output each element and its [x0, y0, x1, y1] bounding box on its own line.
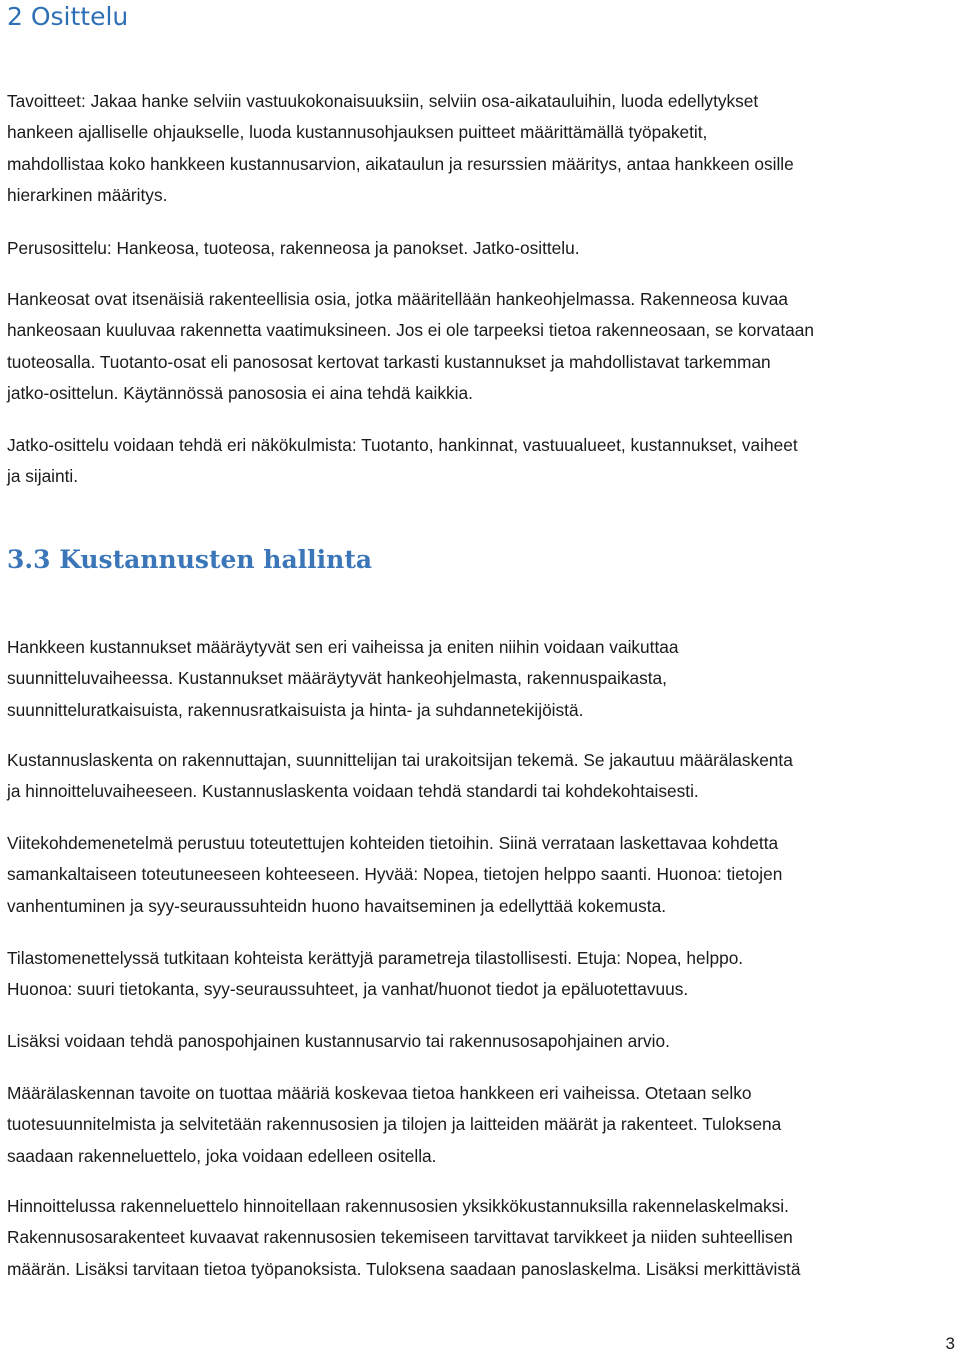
text-line: Tavoitteet: Jakaa hanke selviin vastuukokonaisuuksiin, selviin osa-aikatauluihin, luoda edellytykset: [7, 91, 759, 111]
paragraph-additional-estimates: [7, 1026, 957, 1057]
text-line: Huonoa: suuri tietokanta, syy-seuraussuhteet, ja vanhat/huonot tiedot ja epäluotettavuus.: [7, 979, 689, 1000]
text-line: jatko-osittelun. Käytännössä panososia ei aina tehdä kaikkia.: [7, 383, 473, 404]
text-line: tuotesuunnitelmista ja selvitetään rakennusosien ja tilojen ja laitteiden määrät ja rakenteet. Tuloksena: [7, 1114, 782, 1135]
paragraph-reference-method: [7, 828, 957, 922]
text-line: hankeen ajalliselle ohjaukselle, luoda kustannusohjauksen puitteet määrittämällä työpaketit,: [7, 122, 708, 143]
paragraph-project-parts: [7, 284, 957, 410]
text-line: määrän. Lisäksi tarvitaan tietoa työpanoksista. Tuloksena saadaan panoslaskelma. Lisäksi merkittävistä: [7, 1258, 801, 1279]
text-line: mahdollistaa koko hankkeen kustannusarvion, aikataulun ja resurssien määritys, antaa hankkeen osille: [7, 153, 794, 174]
text-line: samankaltaiseen toteutuneeseen kohteeseen. Hyvää: Nopea, tietojen helppo saanti. Huonoa: tietojen: [7, 864, 783, 885]
text-line: Hinnoittelussa rakenneluettelo hinnoitellaan rakennusosien yksikkökustannuksilla rakennelaskelmaksi.: [7, 1196, 789, 1216]
text-line: Tilastomenettelyssä tutkitaan kohteista kerättyjä parametreja tilastollisesti. Etuja: Nopea, helppo.: [7, 948, 744, 968]
text-line: suunnitteluratkaisuista, rakennusratkaisuista ja hinta- ja suhdannetekijöistä.: [7, 699, 584, 720]
text-line: Kustannuslaskenta on rakennuttajan, suunnittelijan tai urakoitsijan tekemä. Se jakautuu määrälaskenta: [7, 750, 793, 770]
paragraph-pricing: [7, 1191, 957, 1285]
paragraph-cost-calculation: [7, 745, 957, 808]
text-line: ja sijainti.: [7, 466, 79, 487]
text-line: saadaan rakenneluettelo, joka voidaan edelleen ositella.: [7, 1145, 437, 1166]
paragraph-cost-determination: [7, 632, 957, 726]
text-line: Määrälaskennan tavoite on tuottaa määriä koskevaa tietoa hankkeen eri vaiheissa. Otetaan selko: [7, 1083, 752, 1103]
text-line: Hankeosat ovat itsenäisiä rakenteellisia osia, jotka määritellään hankeohjelmassa. Rakenneosa kuvaa: [7, 289, 788, 309]
paragraph-goals: [7, 86, 957, 212]
text-line: ja hinnoitteluvaiheeseen. Kustannuslaskenta voidaan tehdä standardi tai kohdekohtaisesti.: [7, 781, 699, 802]
text-line: Rakennusosarakenteet kuvaavat rakennusosien tekemiseen tarvittavat tarvikkeet ja niiden suhteellisen: [7, 1227, 793, 1248]
paragraph-further-breakdown: [7, 430, 957, 493]
paragraph-statistical-method: [7, 943, 957, 1006]
text-line: hankeosaan kuuluvaa rakennetta vaatimuksineen. Jos ei ole tarpeeksi tietoa rakenneosaan, se korvataan: [7, 320, 814, 341]
text-line: Jatko-osittelu voidaan tehdä eri näkökulmista: Tuotanto, hankinnat, vastuualueet, kustannukset, vaiheet: [7, 435, 798, 455]
paragraph-quantity-calculation: [7, 1078, 957, 1172]
paragraph-basic-breakdown: [7, 233, 957, 264]
section-heading: 2 Osittelu: [7, 2, 129, 31]
subsection-heading: 3.3 Kustannusten hallinta: [7, 545, 373, 574]
page-number: 3: [945, 1334, 955, 1353]
text-line: tuoteosalla. Tuotanto-osat eli panososat kertovat tarkasti kustannukset ja mahdollistavat tarkemman: [7, 351, 771, 372]
text-line: hierarkinen määritys.: [7, 185, 168, 206]
text-line: suunnitteluvaiheessa. Kustannukset määräytyvät hankeohjelmasta, rakennuspaikasta,: [7, 668, 667, 689]
text-line: vanhentuminen ja syy-seuraussuhteidn huono havaitseminen ja edellyttää kokemusta.: [7, 895, 667, 916]
text-line: Lisäksi voidaan tehdä panospohjainen kustannusarvio tai rakennusosapohjainen arvio.: [7, 1031, 670, 1051]
text-line: Hankkeen kustannukset määräytyvät sen eri vaiheissa ja eniten niihin voidaan vaikuttaa: [7, 637, 679, 657]
text-line: Perusosittelu: Hankeosa, tuoteosa, rakenneosa ja panokset. Jatko-osittelu.: [7, 238, 580, 258]
text-line: Viitekohdemenetelmä perustuu toteutettujen kohteiden tietoihin. Siinä verrataan laskettavaa kohdetta: [7, 833, 779, 853]
